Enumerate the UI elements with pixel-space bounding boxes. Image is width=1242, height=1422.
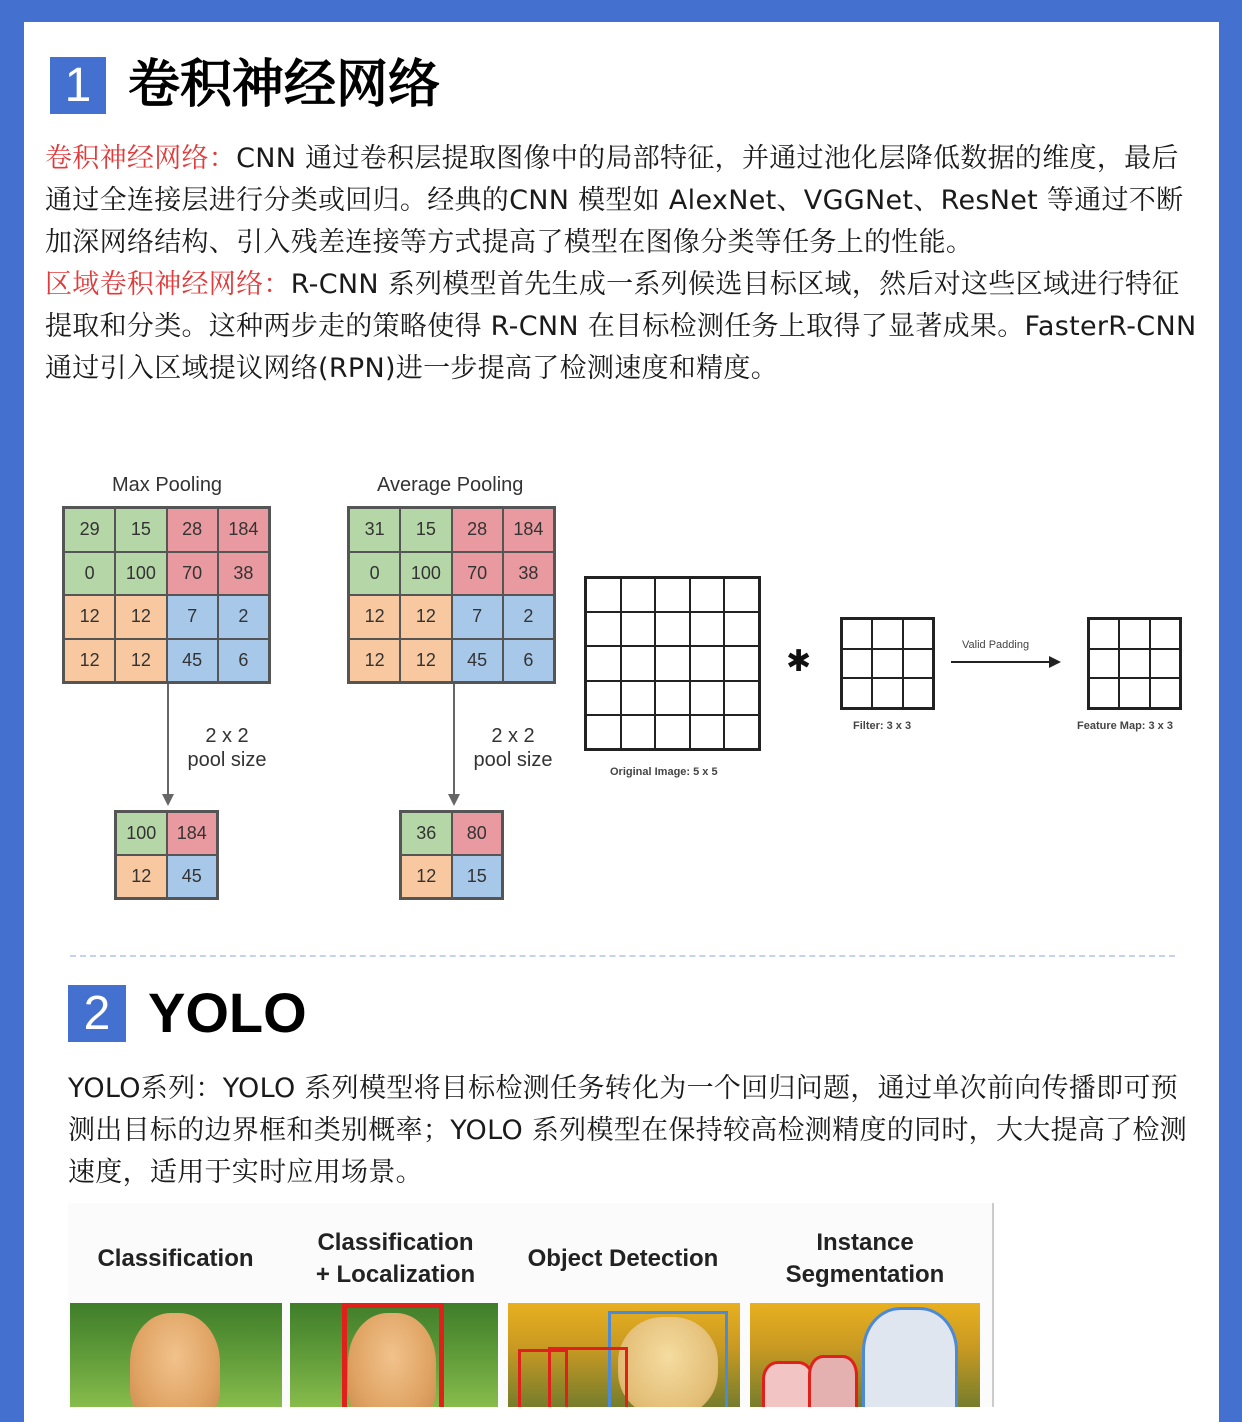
task-label-classification-localization: [288, 1227, 503, 1291]
pool-size-text: pool size: [473, 749, 553, 771]
dog-mask: [862, 1307, 958, 1407]
arrow-line: [453, 684, 455, 794]
section1-body: [45, 138, 1200, 390]
grid-cell: 28: [452, 508, 503, 552]
grid-cell: 12: [64, 639, 115, 683]
pool-size-dims: 2 x 2: [491, 725, 535, 747]
feature-map-grid: [1087, 617, 1182, 710]
section-divider: [70, 955, 1175, 957]
average-pooling-title: Average Pooling: [377, 474, 524, 496]
grid-cell: [586, 578, 621, 612]
grid-cell: [903, 649, 933, 679]
grid-cell: 12: [401, 855, 452, 898]
grid-cell: 12: [349, 639, 400, 683]
grid-cell: [655, 646, 690, 680]
filter-label: Filter: 3 x 3: [853, 720, 912, 732]
grid-cell: 45: [452, 639, 503, 683]
grid-cell: [655, 715, 690, 749]
grid-cell: 12: [400, 595, 451, 639]
grid-cell: 70: [452, 552, 503, 596]
arrow-line: [167, 684, 169, 794]
grid-cell: [1089, 619, 1119, 649]
grid-cell: 2: [503, 595, 554, 639]
grid-cell: 15: [115, 508, 166, 552]
grid-cell: [621, 715, 656, 749]
label-line: Instance: [816, 1229, 914, 1256]
grid-cell: 100: [115, 552, 166, 596]
term-label: 卷积神经网络：: [45, 143, 237, 174]
grid-cell: 7: [167, 595, 218, 639]
grid-cell: [1119, 649, 1149, 679]
section2-body: [68, 1068, 1200, 1194]
cat-mask: [808, 1355, 858, 1407]
term-label: 区域卷积神经网络：: [45, 269, 291, 300]
section-number-badge: 2: [68, 985, 126, 1042]
bounding-box: [342, 1303, 444, 1407]
grid-cell: [690, 681, 725, 715]
valid-padding-label: Valid Padding: [962, 639, 1030, 651]
grid-cell: [690, 578, 725, 612]
grid-cell: 6: [218, 639, 269, 683]
arrow-down-icon: [448, 794, 460, 806]
section-title: 卷积神经网络: [128, 55, 441, 115]
grid-cell: 12: [400, 639, 451, 683]
label-line: Classification: [97, 1245, 254, 1272]
vision-tasks-figure: [68, 1203, 994, 1407]
task-label-classification: [68, 1243, 283, 1275]
grid-cell: [1150, 649, 1180, 679]
grid-cell: 12: [116, 855, 167, 898]
cat-shape: [130, 1313, 220, 1407]
grid-cell: 0: [349, 552, 400, 596]
grid-cell: 184: [503, 508, 554, 552]
grid-cell: [586, 715, 621, 749]
original-image-grid: [584, 576, 761, 751]
grid-cell: [724, 681, 759, 715]
grid-cell: [872, 649, 902, 679]
grid-cell: 2: [218, 595, 269, 639]
max-pooling-output-grid: [114, 810, 219, 900]
pool-size-text: pool size: [187, 749, 267, 771]
grid-cell: [690, 612, 725, 646]
arrow-down-icon: [162, 794, 174, 806]
instance-segmentation-photo: [750, 1303, 980, 1407]
grid-cell: 12: [115, 639, 166, 683]
grid-cell: [872, 678, 902, 708]
grid-cell: [586, 646, 621, 680]
grid-cell: [655, 612, 690, 646]
max-pooling-title: Max Pooling: [112, 474, 223, 496]
grid-cell: 15: [452, 855, 503, 898]
label-line: Classification: [317, 1229, 474, 1256]
grid-cell: [690, 646, 725, 680]
grid-cell: 12: [115, 595, 166, 639]
grid-cell: [724, 612, 759, 646]
grid-cell: [872, 619, 902, 649]
grid-cell: 31: [349, 508, 400, 552]
grid-cell: 70: [167, 552, 218, 596]
grid-cell: [621, 681, 656, 715]
section-number-badge: 1: [50, 57, 106, 114]
grid-cell: 6: [503, 639, 554, 683]
section-title: YOLO: [148, 981, 307, 1044]
grid-cell: 36: [401, 812, 452, 855]
task-label-object-detection: [508, 1243, 738, 1275]
object-detection-photo: [508, 1303, 740, 1407]
original-image-label: Original Image: 5 x 5: [610, 766, 718, 778]
convolution-operator-icon: ✱: [786, 644, 812, 679]
max-pooling-input-grid: [62, 506, 271, 684]
average-pooling-output-grid: [399, 810, 504, 900]
grid-cell: [1150, 678, 1180, 708]
filter-grid: [840, 617, 935, 710]
grid-cell: [1150, 619, 1180, 649]
grid-cell: [842, 649, 872, 679]
grid-cell: [621, 578, 656, 612]
grid-cell: [621, 612, 656, 646]
paragraph-text: CNN 通过卷积层提取图像中的局部特征，并通过池化层降低数据的维度，最后通过全连接层进行分类或回归。经典的CNN 模型如 AlexNet、VGGNet、ResNet 等通过不断加深网络结构、引入残差连接等方式提高了模型在图像分类等任务上的性能。: [45, 143, 1184, 258]
paragraph-cnn: [45, 138, 1200, 264]
grid-cell: 38: [503, 552, 554, 596]
grid-cell: [903, 619, 933, 649]
feature-map-label: Feature Map: 3 x 3: [1077, 720, 1173, 732]
grid-cell: [842, 619, 872, 649]
grid-cell: 29: [64, 508, 115, 552]
grid-cell: [586, 681, 621, 715]
grid-cell: 184: [167, 812, 218, 855]
arrow-right-line: [951, 661, 1051, 663]
grid-cell: 80: [452, 812, 503, 855]
grid-cell: [586, 612, 621, 646]
arrow-right-icon: [1049, 656, 1061, 668]
grid-cell: [724, 646, 759, 680]
grid-cell: 12: [64, 595, 115, 639]
grid-cell: 7: [452, 595, 503, 639]
grid-cell: [655, 578, 690, 612]
cat-mask: [762, 1361, 814, 1407]
grid-cell: 12: [349, 595, 400, 639]
paragraph-text: R-CNN 系列模型首先生成一系列候选目标区域，然后对这些区域进行特征提取和分类。这种两步走的策略使得 R-CNN 在目标检测任务上取得了显著成果。FasterR-CNN 通过引入区域提议网络(RPN)进一步提高了检测速度和精度。: [45, 269, 1197, 384]
bounding-box: [548, 1347, 628, 1407]
label-line: + Localization: [315, 1261, 476, 1288]
grid-cell: 100: [116, 812, 167, 855]
paragraph-rcnn: [45, 264, 1200, 390]
task-label-instance-segmentation: [750, 1227, 980, 1291]
pool-size-label: [180, 724, 274, 772]
label-line: Object Detection: [527, 1245, 719, 1272]
cat-photo: [70, 1303, 282, 1407]
grid-cell: [1089, 649, 1119, 679]
pool-size-label: [466, 724, 560, 772]
grid-cell: [903, 678, 933, 708]
paragraph-yolo: YOLO系列：YOLO 系列模型将目标检测任务转化为一个回归问题，通过单次前向传播即可预测出目标的边界框和类别概率；YOLO 系列模型在保持较高检测精度的同时，大大提高了检测速度，适用于实时应用场景。: [68, 1073, 1188, 1188]
grid-cell: [1119, 678, 1149, 708]
pool-size-dims: 2 x 2: [205, 725, 249, 747]
grid-cell: 15: [400, 508, 451, 552]
grid-cell: 45: [167, 855, 218, 898]
average-pooling-input-grid: [347, 506, 556, 684]
grid-cell: [842, 678, 872, 708]
label-line: Segmentation: [785, 1261, 945, 1288]
grid-cell: [724, 578, 759, 612]
grid-cell: [724, 715, 759, 749]
grid-cell: 184: [218, 508, 269, 552]
grid-cell: [621, 646, 656, 680]
grid-cell: [1119, 619, 1149, 649]
grid-cell: 45: [167, 639, 218, 683]
grid-cell: [1089, 678, 1119, 708]
cat-localization-photo: [290, 1303, 498, 1407]
grid-cell: 38: [218, 552, 269, 596]
grid-cell: 28: [167, 508, 218, 552]
grid-cell: [690, 715, 725, 749]
grid-cell: 100: [400, 552, 451, 596]
grid-cell: [655, 681, 690, 715]
grid-cell: 0: [64, 552, 115, 596]
